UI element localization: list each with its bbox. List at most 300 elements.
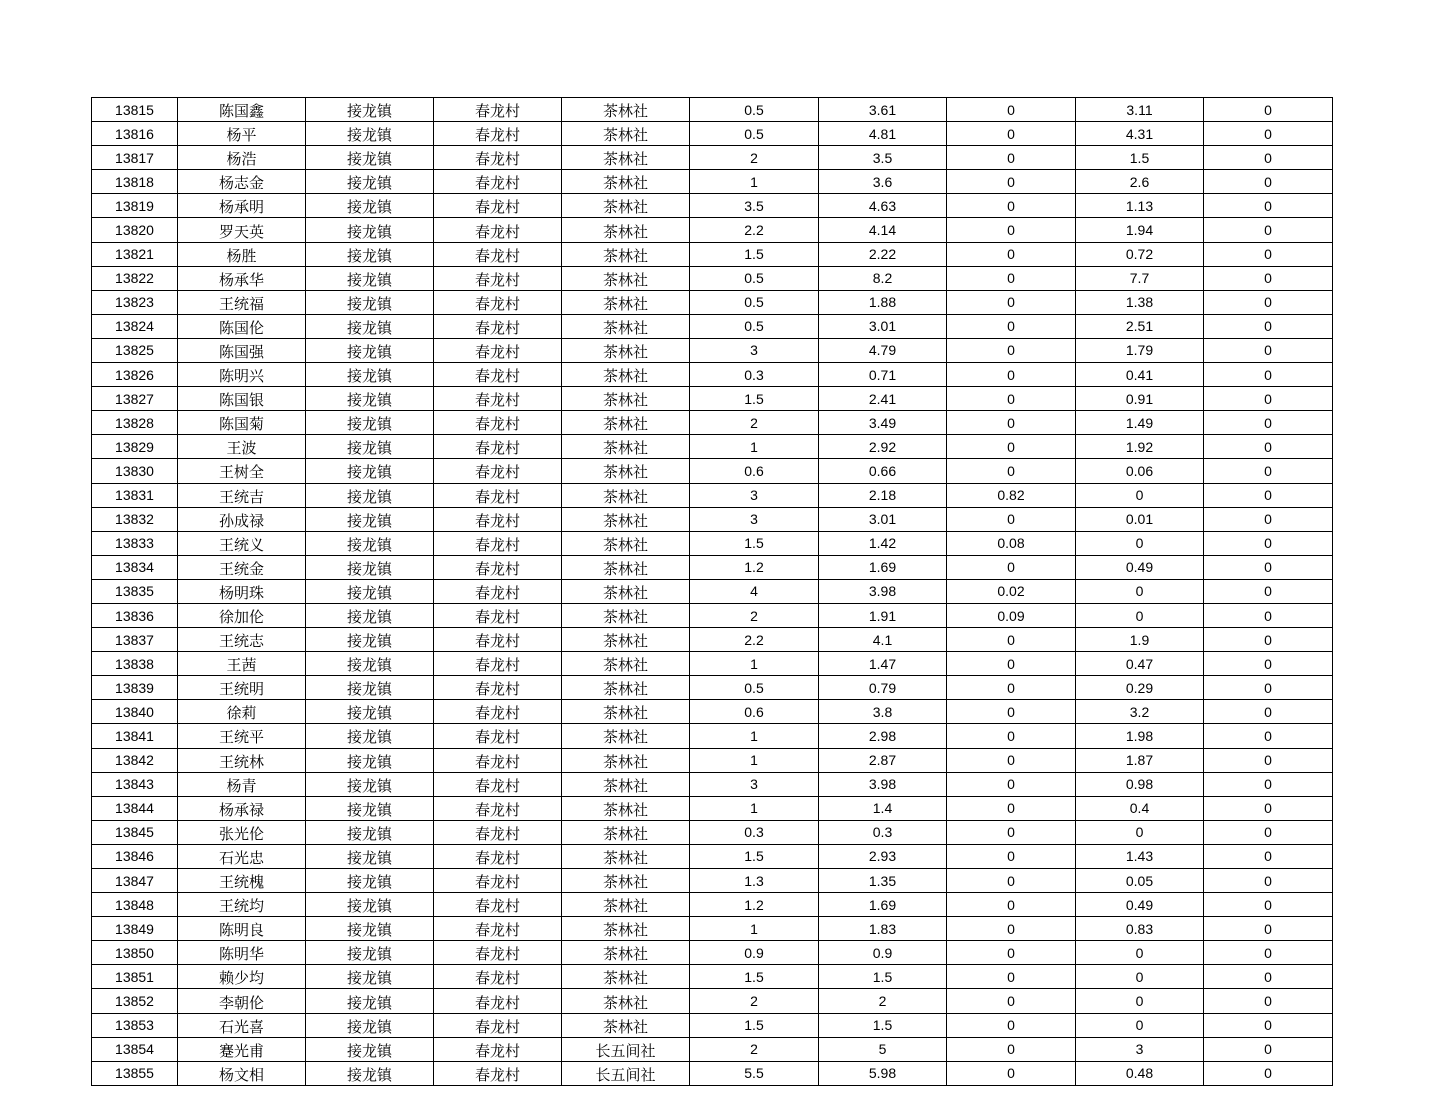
cell-name: 杨浩 xyxy=(178,146,306,170)
cell-row-id: 13815 xyxy=(92,98,178,122)
cell-village: 春龙村 xyxy=(434,579,562,603)
cell-village: 春龙村 xyxy=(434,603,562,627)
cell-value-a: 0.3 xyxy=(690,363,819,387)
cell-value-c: 0.02 xyxy=(947,579,1076,603)
table-row xyxy=(92,146,1333,170)
cell-value-d: 0.83 xyxy=(1076,917,1204,941)
table-row xyxy=(92,411,1333,435)
cell-value-d: 0 xyxy=(1076,1013,1204,1037)
cell-value-c: 0.09 xyxy=(947,603,1076,627)
cell-value-d: 1.98 xyxy=(1076,724,1204,748)
cell-value-a: 1.2 xyxy=(690,893,819,917)
cell-village: 春龙村 xyxy=(434,242,562,266)
cell-value-c: 0.08 xyxy=(947,531,1076,555)
cell-group: 茶林社 xyxy=(562,363,690,387)
cell-row-id: 13823 xyxy=(92,290,178,314)
cell-value-a: 1.3 xyxy=(690,869,819,893)
cell-value-d: 0.06 xyxy=(1076,459,1204,483)
cell-value-b: 3.5 xyxy=(819,146,947,170)
cell-value-a: 1.5 xyxy=(690,844,819,868)
cell-value-c: 0.82 xyxy=(947,483,1076,507)
cell-value-e: 0 xyxy=(1204,579,1333,603)
cell-row-id: 13816 xyxy=(92,122,178,146)
cell-value-b: 2 xyxy=(819,989,947,1013)
cell-value-e: 0 xyxy=(1204,363,1333,387)
cell-value-d: 0.41 xyxy=(1076,363,1204,387)
cell-village: 春龙村 xyxy=(434,98,562,122)
cell-value-d: 2.51 xyxy=(1076,314,1204,338)
cell-value-b: 3.98 xyxy=(819,772,947,796)
cell-group: 茶林社 xyxy=(562,290,690,314)
cell-town: 接龙镇 xyxy=(306,218,434,242)
cell-town: 接龙镇 xyxy=(306,869,434,893)
cell-value-e: 0 xyxy=(1204,483,1333,507)
cell-value-b: 0.9 xyxy=(819,941,947,965)
cell-name: 王统义 xyxy=(178,531,306,555)
table-row xyxy=(92,290,1333,314)
cell-value-a: 1.5 xyxy=(690,242,819,266)
cell-value-d: 0 xyxy=(1076,941,1204,965)
cell-value-b: 0.66 xyxy=(819,459,947,483)
cell-value-b: 2.18 xyxy=(819,483,947,507)
cell-group: 长五间社 xyxy=(562,1061,690,1085)
cell-village: 春龙村 xyxy=(434,531,562,555)
cell-value-d: 1.79 xyxy=(1076,338,1204,362)
cell-name: 陈国强 xyxy=(178,338,306,362)
cell-value-b: 2.92 xyxy=(819,435,947,459)
cell-value-d: 0.4 xyxy=(1076,796,1204,820)
cell-group: 茶林社 xyxy=(562,314,690,338)
cell-value-a: 1 xyxy=(690,170,819,194)
cell-value-d: 1.43 xyxy=(1076,844,1204,868)
cell-value-c: 0 xyxy=(947,387,1076,411)
cell-value-d: 1.13 xyxy=(1076,194,1204,218)
cell-group: 茶林社 xyxy=(562,820,690,844)
cell-name: 罗天英 xyxy=(178,218,306,242)
cell-village: 春龙村 xyxy=(434,363,562,387)
cell-value-e: 0 xyxy=(1204,194,1333,218)
cell-group: 茶林社 xyxy=(562,579,690,603)
cell-value-d: 0.29 xyxy=(1076,676,1204,700)
cell-town: 接龙镇 xyxy=(306,989,434,1013)
cell-value-c: 0 xyxy=(947,965,1076,989)
cell-group: 茶林社 xyxy=(562,242,690,266)
cell-value-a: 3 xyxy=(690,507,819,531)
table-row xyxy=(92,893,1333,917)
cell-row-id: 13835 xyxy=(92,579,178,603)
cell-value-c: 0 xyxy=(947,772,1076,796)
cell-name: 赖少均 xyxy=(178,965,306,989)
table-row xyxy=(92,603,1333,627)
table-row xyxy=(92,363,1333,387)
cell-village: 春龙村 xyxy=(434,869,562,893)
cell-row-id: 13840 xyxy=(92,700,178,724)
cell-name: 王统槐 xyxy=(178,869,306,893)
cell-value-d: 0 xyxy=(1076,965,1204,989)
cell-value-e: 0 xyxy=(1204,772,1333,796)
cell-town: 接龙镇 xyxy=(306,676,434,700)
cell-name: 徐加伦 xyxy=(178,603,306,627)
cell-value-a: 1.5 xyxy=(690,387,819,411)
cell-row-id: 13850 xyxy=(92,941,178,965)
cell-value-c: 0 xyxy=(947,652,1076,676)
cell-group: 茶林社 xyxy=(562,748,690,772)
table-row xyxy=(92,579,1333,603)
cell-group: 茶林社 xyxy=(562,869,690,893)
cell-value-c: 0 xyxy=(947,290,1076,314)
cell-row-id: 13847 xyxy=(92,869,178,893)
cell-value-c: 0 xyxy=(947,820,1076,844)
cell-value-c: 0 xyxy=(947,266,1076,290)
cell-value-c: 0 xyxy=(947,1013,1076,1037)
table-row xyxy=(92,387,1333,411)
cell-name: 陈明华 xyxy=(178,941,306,965)
cell-row-id: 13821 xyxy=(92,242,178,266)
cell-name: 蹇光甫 xyxy=(178,1037,306,1061)
cell-value-b: 0.79 xyxy=(819,676,947,700)
cell-name: 杨青 xyxy=(178,772,306,796)
cell-village: 春龙村 xyxy=(434,387,562,411)
table-row xyxy=(92,628,1333,652)
cell-row-id: 13844 xyxy=(92,796,178,820)
cell-value-c: 0 xyxy=(947,242,1076,266)
cell-village: 春龙村 xyxy=(434,676,562,700)
cell-town: 接龙镇 xyxy=(306,338,434,362)
cell-village: 春龙村 xyxy=(434,122,562,146)
cell-value-b: 3.01 xyxy=(819,507,947,531)
table-row xyxy=(92,796,1333,820)
data-table xyxy=(91,97,1333,1086)
cell-value-a: 0.5 xyxy=(690,98,819,122)
cell-value-c: 0 xyxy=(947,363,1076,387)
table-row xyxy=(92,1037,1333,1061)
cell-group: 茶林社 xyxy=(562,266,690,290)
cell-village: 春龙村 xyxy=(434,941,562,965)
table-row xyxy=(92,1013,1333,1037)
cell-village: 春龙村 xyxy=(434,917,562,941)
cell-row-id: 13851 xyxy=(92,965,178,989)
cell-name: 杨文相 xyxy=(178,1061,306,1085)
cell-group: 茶林社 xyxy=(562,555,690,579)
cell-row-id: 13855 xyxy=(92,1061,178,1085)
cell-value-a: 1.2 xyxy=(690,555,819,579)
cell-value-a: 5.5 xyxy=(690,1061,819,1085)
cell-village: 春龙村 xyxy=(434,507,562,531)
cell-value-d: 0 xyxy=(1076,820,1204,844)
cell-row-id: 13818 xyxy=(92,170,178,194)
cell-name: 王统平 xyxy=(178,724,306,748)
cell-village: 春龙村 xyxy=(434,1061,562,1085)
cell-town: 接龙镇 xyxy=(306,1061,434,1085)
cell-value-d: 0.05 xyxy=(1076,869,1204,893)
cell-row-id: 13826 xyxy=(92,363,178,387)
cell-value-c: 0 xyxy=(947,941,1076,965)
cell-group: 茶林社 xyxy=(562,146,690,170)
cell-name: 王统志 xyxy=(178,628,306,652)
cell-town: 接龙镇 xyxy=(306,796,434,820)
cell-name: 王波 xyxy=(178,435,306,459)
cell-value-a: 1.5 xyxy=(690,1013,819,1037)
cell-village: 春龙村 xyxy=(434,483,562,507)
cell-value-e: 0 xyxy=(1204,170,1333,194)
cell-value-b: 1.47 xyxy=(819,652,947,676)
cell-group: 茶林社 xyxy=(562,411,690,435)
cell-row-id: 13832 xyxy=(92,507,178,531)
cell-row-id: 13831 xyxy=(92,483,178,507)
table-row xyxy=(92,338,1333,362)
cell-value-a: 0.6 xyxy=(690,700,819,724)
cell-village: 春龙村 xyxy=(434,218,562,242)
cell-name: 王树全 xyxy=(178,459,306,483)
cell-value-d: 0.01 xyxy=(1076,507,1204,531)
cell-group: 茶林社 xyxy=(562,893,690,917)
cell-group: 茶林社 xyxy=(562,387,690,411)
cell-value-e: 0 xyxy=(1204,917,1333,941)
table-row xyxy=(92,965,1333,989)
cell-value-a: 2.2 xyxy=(690,218,819,242)
cell-value-c: 0 xyxy=(947,1037,1076,1061)
table-row xyxy=(92,242,1333,266)
cell-value-c: 0 xyxy=(947,338,1076,362)
cell-value-b: 3.01 xyxy=(819,314,947,338)
cell-value-e: 0 xyxy=(1204,218,1333,242)
cell-value-a: 1 xyxy=(690,917,819,941)
cell-group: 茶林社 xyxy=(562,531,690,555)
cell-value-b: 0.3 xyxy=(819,820,947,844)
cell-value-d: 3.11 xyxy=(1076,98,1204,122)
cell-town: 接龙镇 xyxy=(306,628,434,652)
cell-name: 王统福 xyxy=(178,290,306,314)
cell-value-c: 0 xyxy=(947,869,1076,893)
cell-value-c: 0 xyxy=(947,989,1076,1013)
cell-value-b: 1.91 xyxy=(819,603,947,627)
cell-town: 接龙镇 xyxy=(306,941,434,965)
cell-town: 接龙镇 xyxy=(306,194,434,218)
cell-group: 茶林社 xyxy=(562,603,690,627)
table-row xyxy=(92,1061,1333,1085)
cell-village: 春龙村 xyxy=(434,170,562,194)
cell-group: 茶林社 xyxy=(562,194,690,218)
cell-value-d: 0 xyxy=(1076,579,1204,603)
cell-name: 石光忠 xyxy=(178,844,306,868)
cell-value-a: 0.5 xyxy=(690,122,819,146)
cell-value-b: 2.93 xyxy=(819,844,947,868)
cell-town: 接龙镇 xyxy=(306,603,434,627)
cell-value-d: 0 xyxy=(1076,531,1204,555)
cell-value-a: 3 xyxy=(690,483,819,507)
cell-value-b: 1.88 xyxy=(819,290,947,314)
cell-value-d: 0.49 xyxy=(1076,555,1204,579)
cell-value-b: 2.22 xyxy=(819,242,947,266)
cell-town: 接龙镇 xyxy=(306,1013,434,1037)
cell-town: 接龙镇 xyxy=(306,531,434,555)
table-row xyxy=(92,483,1333,507)
cell-value-d: 0.91 xyxy=(1076,387,1204,411)
cell-value-d: 1.92 xyxy=(1076,435,1204,459)
cell-value-c: 0 xyxy=(947,724,1076,748)
cell-town: 接龙镇 xyxy=(306,314,434,338)
cell-group: 茶林社 xyxy=(562,507,690,531)
cell-group: 茶林社 xyxy=(562,917,690,941)
cell-value-e: 0 xyxy=(1204,1061,1333,1085)
cell-value-b: 4.1 xyxy=(819,628,947,652)
cell-group: 茶林社 xyxy=(562,122,690,146)
cell-value-a: 0.5 xyxy=(690,290,819,314)
cell-town: 接龙镇 xyxy=(306,893,434,917)
cell-village: 春龙村 xyxy=(434,435,562,459)
table-row xyxy=(92,820,1333,844)
cell-row-id: 13836 xyxy=(92,603,178,627)
cell-value-e: 0 xyxy=(1204,98,1333,122)
cell-village: 春龙村 xyxy=(434,893,562,917)
cell-value-e: 0 xyxy=(1204,411,1333,435)
cell-value-d: 0 xyxy=(1076,989,1204,1013)
cell-group: 茶林社 xyxy=(562,218,690,242)
cell-value-e: 0 xyxy=(1204,314,1333,338)
cell-village: 春龙村 xyxy=(434,700,562,724)
cell-village: 春龙村 xyxy=(434,820,562,844)
cell-village: 春龙村 xyxy=(434,844,562,868)
cell-name: 徐莉 xyxy=(178,700,306,724)
table-row xyxy=(92,531,1333,555)
cell-value-d: 1.9 xyxy=(1076,628,1204,652)
cell-town: 接龙镇 xyxy=(306,146,434,170)
cell-town: 接龙镇 xyxy=(306,724,434,748)
cell-value-a: 2.2 xyxy=(690,628,819,652)
cell-name: 王统吉 xyxy=(178,483,306,507)
table-row xyxy=(92,748,1333,772)
cell-name: 陈国银 xyxy=(178,387,306,411)
cell-village: 春龙村 xyxy=(434,989,562,1013)
cell-row-id: 13852 xyxy=(92,989,178,1013)
cell-row-id: 13820 xyxy=(92,218,178,242)
cell-name: 李朝伦 xyxy=(178,989,306,1013)
table-row xyxy=(92,844,1333,868)
cell-row-id: 13843 xyxy=(92,772,178,796)
cell-value-d: 0.47 xyxy=(1076,652,1204,676)
cell-value-c: 0 xyxy=(947,314,1076,338)
cell-value-b: 0.71 xyxy=(819,363,947,387)
cell-name: 陈国菊 xyxy=(178,411,306,435)
cell-value-c: 0 xyxy=(947,146,1076,170)
cell-value-c: 0 xyxy=(947,507,1076,531)
cell-value-c: 0 xyxy=(947,748,1076,772)
cell-value-a: 2 xyxy=(690,989,819,1013)
cell-row-id: 13849 xyxy=(92,917,178,941)
cell-town: 接龙镇 xyxy=(306,748,434,772)
cell-value-c: 0 xyxy=(947,700,1076,724)
cell-name: 孙成禄 xyxy=(178,507,306,531)
table-row xyxy=(92,507,1333,531)
cell-town: 接龙镇 xyxy=(306,266,434,290)
cell-town: 接龙镇 xyxy=(306,363,434,387)
table-row xyxy=(92,98,1333,122)
cell-town: 接龙镇 xyxy=(306,507,434,531)
cell-village: 春龙村 xyxy=(434,796,562,820)
cell-value-e: 0 xyxy=(1204,242,1333,266)
cell-value-d: 1.94 xyxy=(1076,218,1204,242)
table-row xyxy=(92,941,1333,965)
cell-town: 接龙镇 xyxy=(306,917,434,941)
cell-village: 春龙村 xyxy=(434,772,562,796)
cell-town: 接龙镇 xyxy=(306,122,434,146)
cell-value-a: 1 xyxy=(690,724,819,748)
cell-group: 茶林社 xyxy=(562,628,690,652)
cell-name: 杨胜 xyxy=(178,242,306,266)
cell-town: 接龙镇 xyxy=(306,459,434,483)
cell-value-b: 4.79 xyxy=(819,338,947,362)
cell-row-id: 13854 xyxy=(92,1037,178,1061)
table-row xyxy=(92,122,1333,146)
cell-town: 接龙镇 xyxy=(306,411,434,435)
cell-name: 陈明兴 xyxy=(178,363,306,387)
cell-village: 春龙村 xyxy=(434,459,562,483)
cell-value-c: 0 xyxy=(947,122,1076,146)
cell-row-id: 13829 xyxy=(92,435,178,459)
cell-row-id: 13842 xyxy=(92,748,178,772)
cell-value-b: 1.83 xyxy=(819,917,947,941)
cell-value-d: 0.98 xyxy=(1076,772,1204,796)
cell-value-b: 2.87 xyxy=(819,748,947,772)
cell-value-e: 0 xyxy=(1204,555,1333,579)
cell-value-d: 1.87 xyxy=(1076,748,1204,772)
cell-value-a: 1.5 xyxy=(690,531,819,555)
cell-name: 王统均 xyxy=(178,893,306,917)
cell-row-id: 13833 xyxy=(92,531,178,555)
cell-row-id: 13845 xyxy=(92,820,178,844)
cell-town: 接龙镇 xyxy=(306,483,434,507)
cell-value-e: 0 xyxy=(1204,387,1333,411)
cell-value-c: 0 xyxy=(947,796,1076,820)
cell-value-b: 5.98 xyxy=(819,1061,947,1085)
cell-row-id: 13838 xyxy=(92,652,178,676)
cell-value-b: 2.41 xyxy=(819,387,947,411)
cell-value-a: 3 xyxy=(690,338,819,362)
cell-value-a: 1.5 xyxy=(690,965,819,989)
cell-name: 王茜 xyxy=(178,652,306,676)
cell-value-c: 0 xyxy=(947,893,1076,917)
cell-group: 长五间社 xyxy=(562,1037,690,1061)
cell-value-e: 0 xyxy=(1204,146,1333,170)
cell-value-a: 1 xyxy=(690,796,819,820)
cell-value-e: 0 xyxy=(1204,748,1333,772)
cell-value-c: 0 xyxy=(947,435,1076,459)
cell-value-d: 1.5 xyxy=(1076,146,1204,170)
cell-value-e: 0 xyxy=(1204,844,1333,868)
cell-value-e: 0 xyxy=(1204,676,1333,700)
cell-value-b: 3.8 xyxy=(819,700,947,724)
cell-value-b: 1.4 xyxy=(819,796,947,820)
cell-name: 杨承明 xyxy=(178,194,306,218)
cell-row-id: 13839 xyxy=(92,676,178,700)
cell-value-c: 0 xyxy=(947,459,1076,483)
cell-row-id: 13822 xyxy=(92,266,178,290)
cell-value-c: 0 xyxy=(947,98,1076,122)
table-row xyxy=(92,724,1333,748)
cell-group: 茶林社 xyxy=(562,772,690,796)
cell-name: 杨明珠 xyxy=(178,579,306,603)
cell-town: 接龙镇 xyxy=(306,290,434,314)
cell-value-e: 0 xyxy=(1204,796,1333,820)
table-row xyxy=(92,917,1333,941)
cell-row-id: 13841 xyxy=(92,724,178,748)
cell-value-b: 3.98 xyxy=(819,579,947,603)
cell-town: 接龙镇 xyxy=(306,579,434,603)
cell-value-e: 0 xyxy=(1204,700,1333,724)
cell-value-e: 0 xyxy=(1204,820,1333,844)
cell-group: 茶林社 xyxy=(562,483,690,507)
cell-value-b: 3.6 xyxy=(819,170,947,194)
